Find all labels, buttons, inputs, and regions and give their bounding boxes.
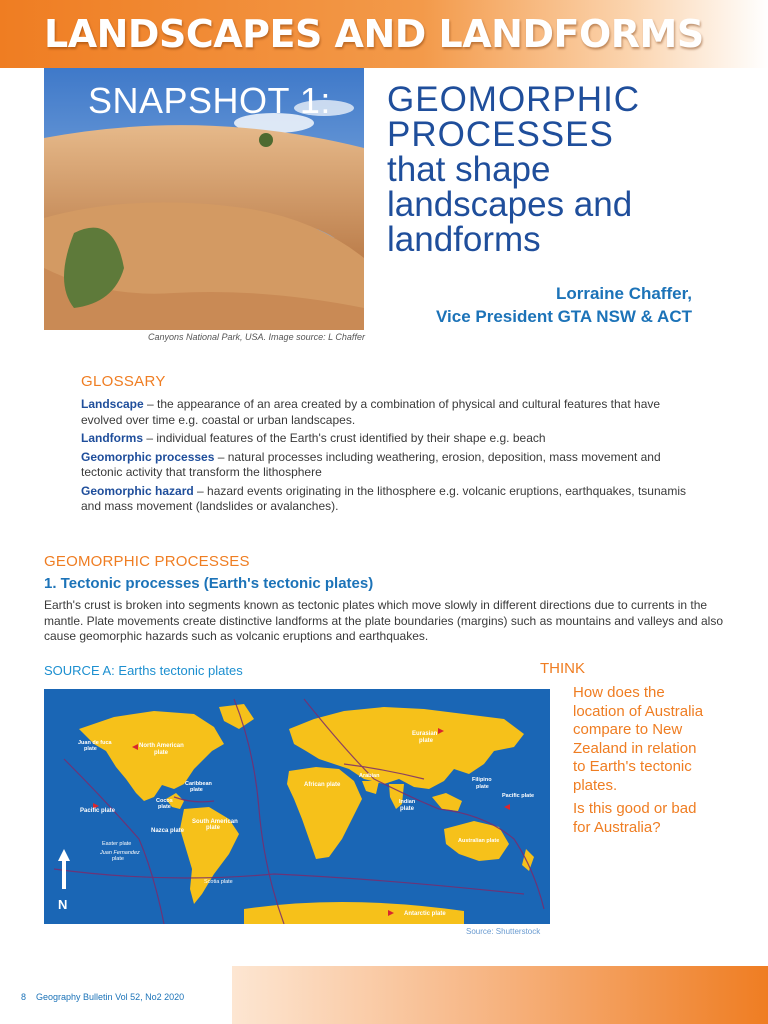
african-label: African plate bbox=[304, 782, 341, 788]
glossary-heading: GLOSSARY bbox=[81, 373, 166, 390]
think-heading: THINK bbox=[540, 660, 585, 677]
footer-text bbox=[21, 992, 194, 1002]
australian-label: Australian plate bbox=[458, 838, 500, 844]
glossary-term: Geomorphic hazard bbox=[81, 483, 194, 498]
section-heading: GEOMORPHIC PROCESSES bbox=[44, 553, 250, 570]
glossary-definition: – the appearance of an area created by a combination of physical and cultural features that have evolved over time e.g. coastal or urban landscapes. bbox=[81, 397, 661, 427]
north-american-label-1: North American bbox=[139, 743, 184, 749]
think-q2-line: Is this good or bad bbox=[573, 800, 697, 817]
think-q1-line: How does the bbox=[573, 684, 665, 701]
source-a-title: SOURCE A: Earths tectonic plates bbox=[44, 663, 243, 678]
nazca-label: Nazca plate bbox=[151, 828, 185, 834]
glossary-entry bbox=[81, 450, 691, 481]
south-american-label-1: South American bbox=[192, 819, 238, 825]
headline-line-1: GEOMORPHIC bbox=[387, 80, 641, 119]
glossary-definition: – individual features of the Earth's crust identified by their shape e.g. beach bbox=[143, 431, 546, 445]
glossary-entry bbox=[81, 484, 691, 515]
banner-title: LANDSCAPES AND LANDFORMS bbox=[44, 12, 704, 56]
south-american-label-2: plate bbox=[206, 825, 221, 831]
indian-label-1: Indian bbox=[399, 799, 416, 805]
footer-bar bbox=[232, 966, 768, 1024]
pacific-west-label: Pacific plate bbox=[80, 808, 116, 814]
north-label: N bbox=[58, 897, 68, 912]
author-name: Lorraine Chaffer, bbox=[555, 284, 692, 303]
tectonic-plates-map bbox=[44, 689, 550, 924]
glossary-term: Landscape bbox=[81, 397, 144, 411]
think-q2-line: for Australia? bbox=[573, 818, 661, 836]
antarctic-label: Antarctic plate bbox=[404, 911, 446, 917]
cocos-label-2: plate bbox=[158, 804, 171, 810]
author-block bbox=[436, 282, 692, 328]
think-q1-line: to Earth's tectonic bbox=[573, 758, 692, 775]
eurasian-label-2: plate bbox=[419, 738, 434, 744]
section-subheading: 1. Tectonic processes (Earth's tectonic plates) bbox=[44, 575, 374, 592]
pacific-east-label: Pacific plate bbox=[502, 793, 535, 799]
think-q1-line: location of Australia bbox=[573, 702, 704, 720]
map-source-credit: Source: Shutterstock bbox=[466, 927, 541, 936]
juan-de-fuca-label-1: Juan de fuca bbox=[78, 740, 112, 746]
article-headline bbox=[387, 82, 727, 257]
glossary-term: Geomorphic processes bbox=[81, 449, 215, 464]
think-q1-line: compare to New bbox=[573, 721, 683, 738]
author-role: Vice President GTA NSW & ACT bbox=[436, 307, 692, 326]
photo-caption: Canyons National Park, USA. Image source: L Chaffer bbox=[148, 332, 365, 342]
think-q1-line: plates. bbox=[573, 776, 618, 794]
indian-label-2: plate bbox=[400, 806, 415, 812]
eurasian-label-1: Eurasian bbox=[412, 731, 438, 737]
north-american-label-2: plate bbox=[154, 750, 169, 756]
think-question-1 bbox=[573, 684, 743, 795]
publication-name: Geography Bulletin Vol 52, No2 2020 bbox=[36, 992, 185, 1002]
juan-fernandez-label-1: Juan Fernandez bbox=[100, 850, 140, 856]
section-paragraph: Earth's crust is broken into segments known as tectonic plates which move slowly in different directions due to currents in the mantle. Plate movements create distinctive landforms at the plate boundaries (margins) such as mountains and valleys and also cause geomorphic hazards such as volcanic eruptions and earthquakes. bbox=[44, 598, 724, 643]
filipino-label-1: Filipino bbox=[472, 777, 492, 783]
glossary-entry bbox=[81, 397, 691, 428]
arabian-label: Arabian bbox=[359, 773, 380, 779]
caribbean-label-2: plate bbox=[190, 787, 203, 793]
caribbean-label-1: Caribbean bbox=[185, 781, 212, 787]
glossary-entry bbox=[81, 431, 691, 447]
filipino-label-2: plate bbox=[476, 784, 489, 790]
think-q1-line: Zealand in relation bbox=[573, 739, 697, 757]
page-number: 8 bbox=[21, 992, 27, 1002]
world-map-illustration bbox=[44, 689, 550, 924]
headline-line-3: that shape bbox=[387, 150, 551, 189]
headline-line-2: PROCESSES bbox=[387, 115, 614, 154]
glossary-definition: – natural processes including weathering, erosion, deposition, mass movement and tectonic activity that transform the lithosphere bbox=[81, 449, 661, 479]
easter-label: Easter plate bbox=[102, 841, 132, 847]
juan-de-fuca-label-2: plate bbox=[84, 746, 97, 752]
snapshot-label: SNAPSHOT 1: bbox=[88, 80, 331, 121]
juan-fernandez-label-2: plate bbox=[112, 856, 124, 862]
cocos-label-1: Cocos bbox=[156, 798, 173, 804]
glossary-list bbox=[81, 397, 691, 518]
headline-line-5: landforms bbox=[387, 220, 541, 259]
scotia-label: Scotia plate bbox=[204, 879, 233, 885]
think-question-2 bbox=[573, 800, 743, 837]
glossary-term: Landforms bbox=[81, 431, 144, 445]
headline-line-4: landscapes and bbox=[387, 185, 633, 224]
glossary-definition: – hazard events originating in the lithosphere e.g. volcanic eruptions, earthquakes, tsunamis and mass movement (landslides or avalanches). bbox=[81, 483, 686, 513]
